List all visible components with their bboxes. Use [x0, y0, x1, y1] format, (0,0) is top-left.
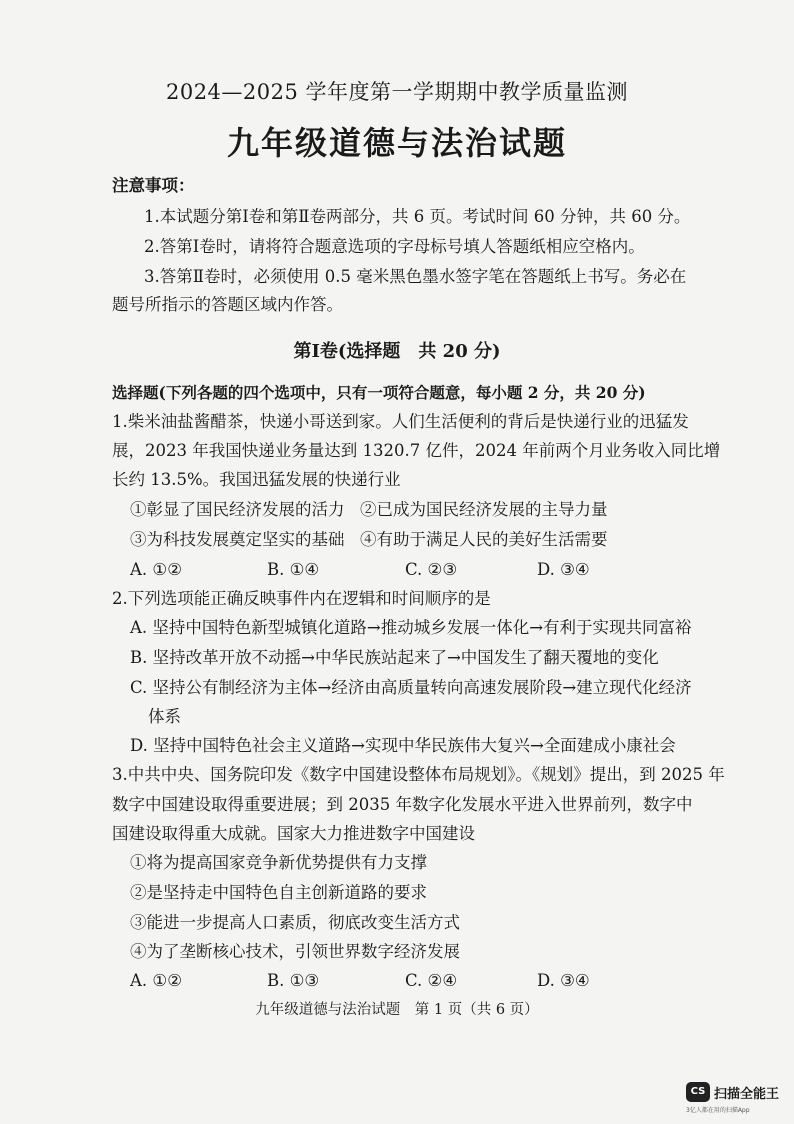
page-footer: 九年级道德与法治试题 第 1 页（共 6 页） [255, 1002, 539, 1018]
q1-stem-line-1: 1.柴米油盐酱醋茶，快递小哥送到家。人们生活便利的背后是快递行业的迅猛发 [112, 412, 689, 431]
q3-option-a: A. ①② [130, 971, 182, 990]
q3-stem-line-2: 数字中国建设取得重要进展；到 2035 年数字化发展水平进入世界前列，数字中 [112, 795, 693, 814]
q3-statement-1: ①将为提高国家竞争新优势提供有力支撑 [130, 853, 427, 872]
q1-option-a: A. ①② [130, 560, 182, 579]
q3-option-c: C. ②④ [405, 971, 458, 990]
q1-statement-1: ①彰显了国民经济发展的活力 [130, 500, 345, 519]
exam-title: 九年级道德与法治试题 [226, 124, 567, 162]
q1-statements-row-2 [130, 529, 690, 551]
q1-stem-line-2: 展，2023 年我国快递业务量达到 1320.7 亿件，2024 年前两个月业务收入同比增 [112, 441, 721, 460]
q3-option-d: D. ③④ [537, 971, 590, 990]
q1-statements-row-1 [130, 499, 690, 521]
q1-stem-line-3: 长约 13.5%。我国迅猛发展的快递行业 [112, 470, 401, 489]
q3-options [130, 970, 690, 992]
q2-option-c-line-2: 体系 [148, 707, 181, 726]
watermark-tagline: 3亿人都在用的扫描App [686, 1107, 750, 1114]
section-title: 第Ⅰ卷(选择题 共 20 分) [293, 341, 501, 362]
notes-heading: 注意事项： [112, 176, 195, 195]
q3-option-b: B. ①③ [267, 971, 320, 990]
q3-stem-line-3: 国建设取得重大成就。国家大力推进数字中国建设 [112, 824, 475, 843]
q3-statement-3: ③能进一步提高人口素质，彻底改变生活方式 [130, 913, 460, 932]
q3-statement-2: ②是坚持走中国特色自主创新道路的要求 [130, 883, 427, 902]
note-3-line-1: 3.答第Ⅱ卷时，必须使用 0.5 毫米黑色墨水签字笔在答题纸上书写。务必在 [144, 267, 687, 286]
note-3-line-2: 题号所指示的答题区域内作答。 [112, 295, 343, 314]
watermark-app-name: 扫描全能王 [714, 1087, 780, 1102]
note-1: 1.本试题分第Ⅰ卷和第Ⅱ卷两部分，共 6 页。考试时间 60 分钟，共 60 分。 [144, 207, 691, 226]
q3-statement-4: ④为了垄断核心技术，引领世界数字经济发展 [130, 942, 460, 961]
q2-option-d: D. 坚持中国特色社会主义道路→实现中华民族伟大复兴→全面建成小康社会 [130, 736, 676, 755]
q1-options [130, 559, 690, 581]
q2-option-b: B. 坚持改革开放不动摇→中华民族站起来了→中国发生了翻天覆地的变化 [130, 648, 659, 667]
q1-option-d: D. ③④ [537, 560, 590, 579]
scanner-watermark [686, 1082, 786, 1116]
q1-option-b: B. ①④ [267, 560, 320, 579]
q1-statement-2: ②已成为国民经济发展的主导力量 [360, 500, 608, 519]
section-intro: 选择题(下列各题的四个选项中，只有一项符合题意，每小题 2 分，共 20 分) [112, 383, 646, 402]
note-2: 2.答第Ⅰ卷时，请将符合题意选项的字母标号填人答题纸相应空格内。 [144, 237, 645, 256]
q1-statement-4: ④有助于满足人民的美好生活需要 [360, 530, 608, 549]
q2-option-c-line-1: C. 坚持公有制经济为主体→经济由高质量转向高速发展阶段→建立现代化经济 [130, 678, 692, 697]
q2-stem: 2.下列选项能正确反映事件内在逻辑和时间顺序的是 [112, 589, 491, 608]
q3-stem-line-1: 3.中共中央、国务院印发《数字中国建设整体布局规划》。《规划》提出，到 2025 年 [112, 765, 725, 784]
q2-option-a: A. 坚持中国特色新型城镇化道路→推动城乡发展一体化→有利于实现共同富裕 [130, 618, 692, 637]
q1-statement-3: ③为科技发展奠定坚实的基础 [130, 530, 345, 549]
q1-option-c: C. ②③ [405, 560, 458, 579]
camscanner-logo-icon: CS [686, 1082, 710, 1102]
exam-year-line: 2024—2025 学年度第一学期期中教学质量监测 [165, 80, 629, 104]
